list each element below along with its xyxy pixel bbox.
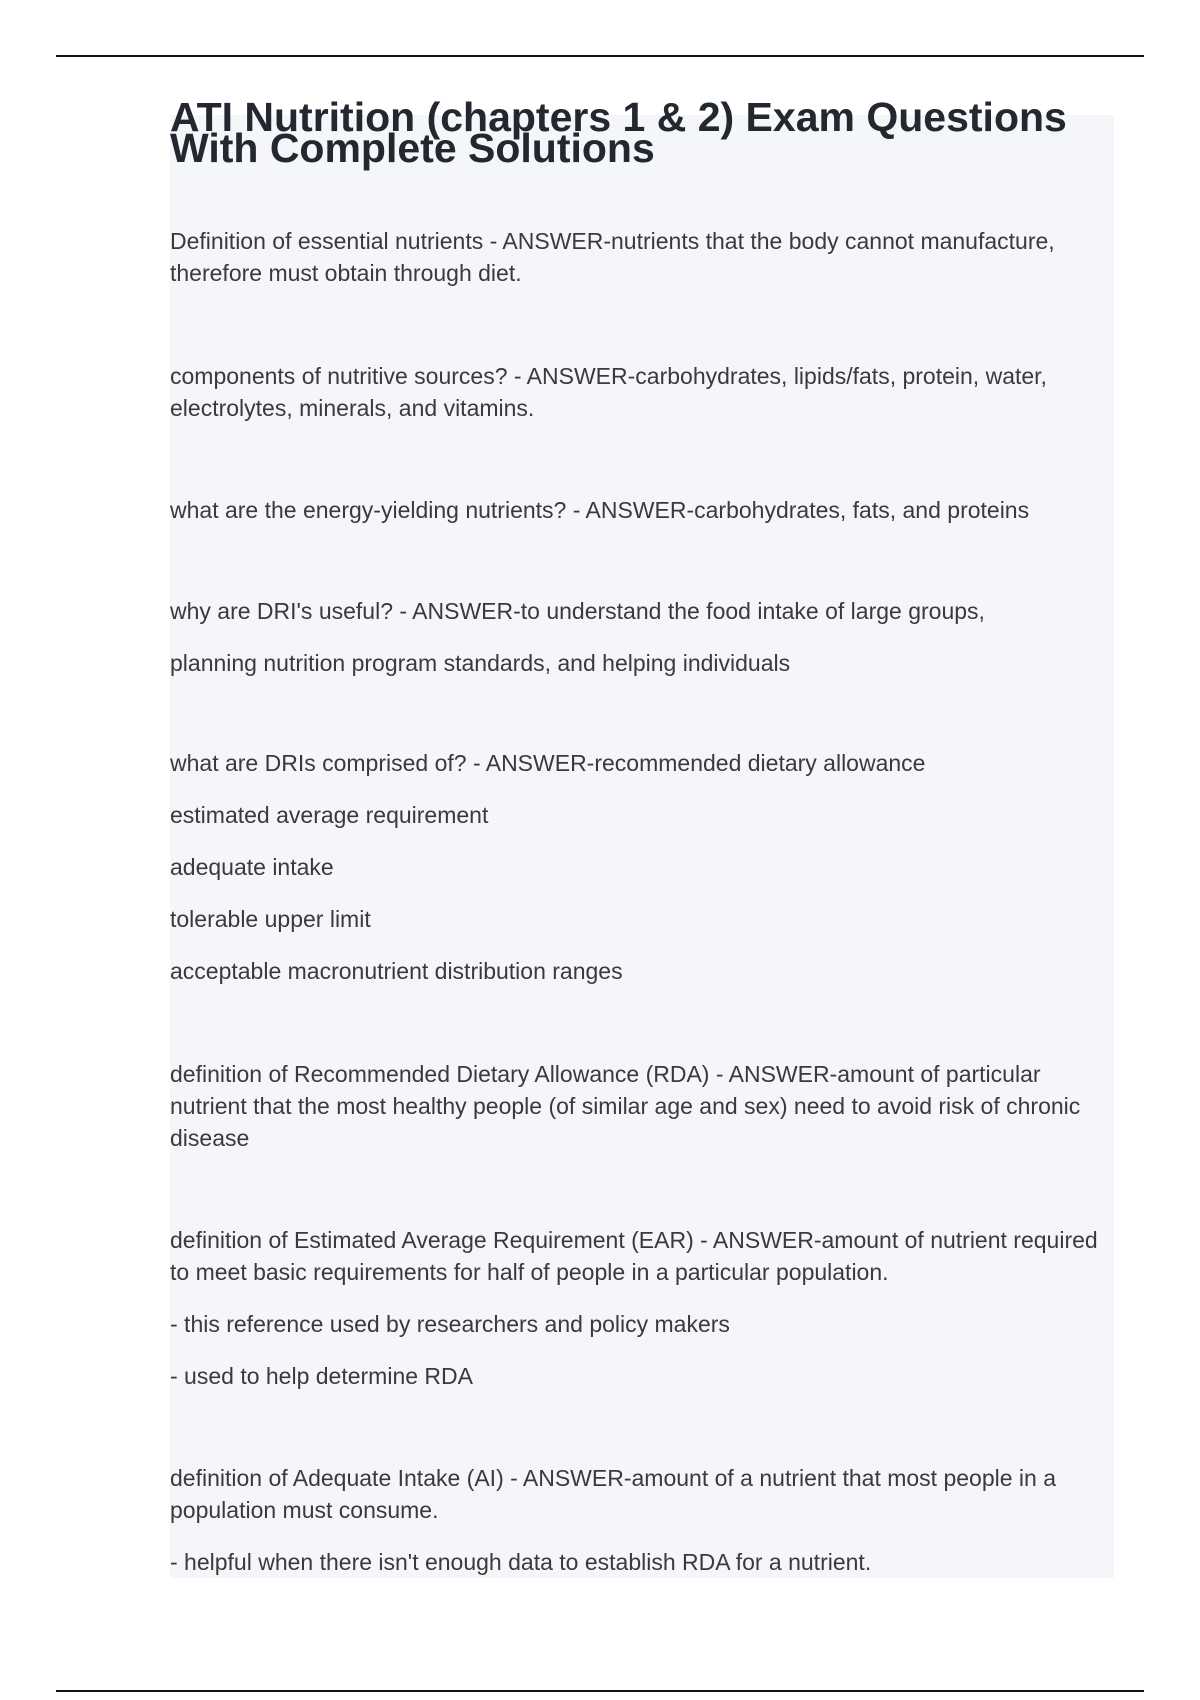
- qa-extra-line: - this reference used by researchers and policy makers: [170, 1311, 730, 1337]
- qa-extra-line: adequate intake: [170, 854, 334, 880]
- qa-extra-line: planning nutrition program standards, and helping individuals: [170, 650, 791, 676]
- qa-item-essential-nutrients: [170, 225, 1110, 289]
- qa-text: why are DRI's useful? - ANSWER-to understand the food intake of large groups,: [170, 598, 985, 624]
- qa-text: components of nutritive sources? - ANSWER-carbohydrates, lipids/fats, protein, water, electrolytes, minerals, and vitamins.: [170, 363, 1047, 421]
- qa-extra-line: estimated average requirement: [170, 802, 489, 828]
- qa-text: Definition of essential nutrients - ANSWER-nutrients that the body cannot manufacture, therefore must obtain through diet.: [170, 228, 1055, 286]
- qa-item-dri-useful: [170, 595, 1110, 679]
- qa-item-nutritive-sources: [170, 360, 1110, 424]
- qa-extra-line: - used to help determine RDA: [170, 1363, 473, 1389]
- qa-item-rda: [170, 1058, 1110, 1154]
- qa-text: what are DRIs comprised of? - ANSWER-recommended dietary allowance: [170, 750, 926, 776]
- document-title: ATI Nutrition (chapters 1 & 2) Exam Questions With Complete Solutions: [170, 94, 1067, 171]
- qa-text: definition of Adequate Intake (AI) - ANSWER-amount of a nutrient that most people in a population must consume.: [170, 1465, 1056, 1523]
- qa-item-dri-components: [170, 747, 1110, 987]
- bottom-rule: [56, 1690, 1144, 1692]
- qa-text: definition of Estimated Average Requirement (EAR) - ANSWER-amount of nutrient required to meet basic requirements for half of people in a particular population.: [170, 1227, 1098, 1285]
- top-rule: [56, 55, 1144, 57]
- qa-item-ear: [170, 1224, 1110, 1392]
- qa-extra-line: acceptable macronutrient distribution ranges: [170, 958, 623, 984]
- qa-item-energy-yielding: [170, 494, 1110, 526]
- qa-text: definition of Recommended Dietary Allowance (RDA) - ANSWER-amount of particular nutrient that the most healthy people (of similar age and sex) need to avoid risk of chronic disease: [170, 1061, 1081, 1151]
- qa-item-ai: [170, 1462, 1110, 1578]
- qa-text: what are the energy-yielding nutrients? - ANSWER-carbohydrates, fats, and proteins: [170, 497, 1030, 523]
- qa-extra-line: tolerable upper limit: [170, 906, 371, 932]
- qa-extra-line: - helpful when there isn't enough data to establish RDA for a nutrient.: [170, 1549, 872, 1575]
